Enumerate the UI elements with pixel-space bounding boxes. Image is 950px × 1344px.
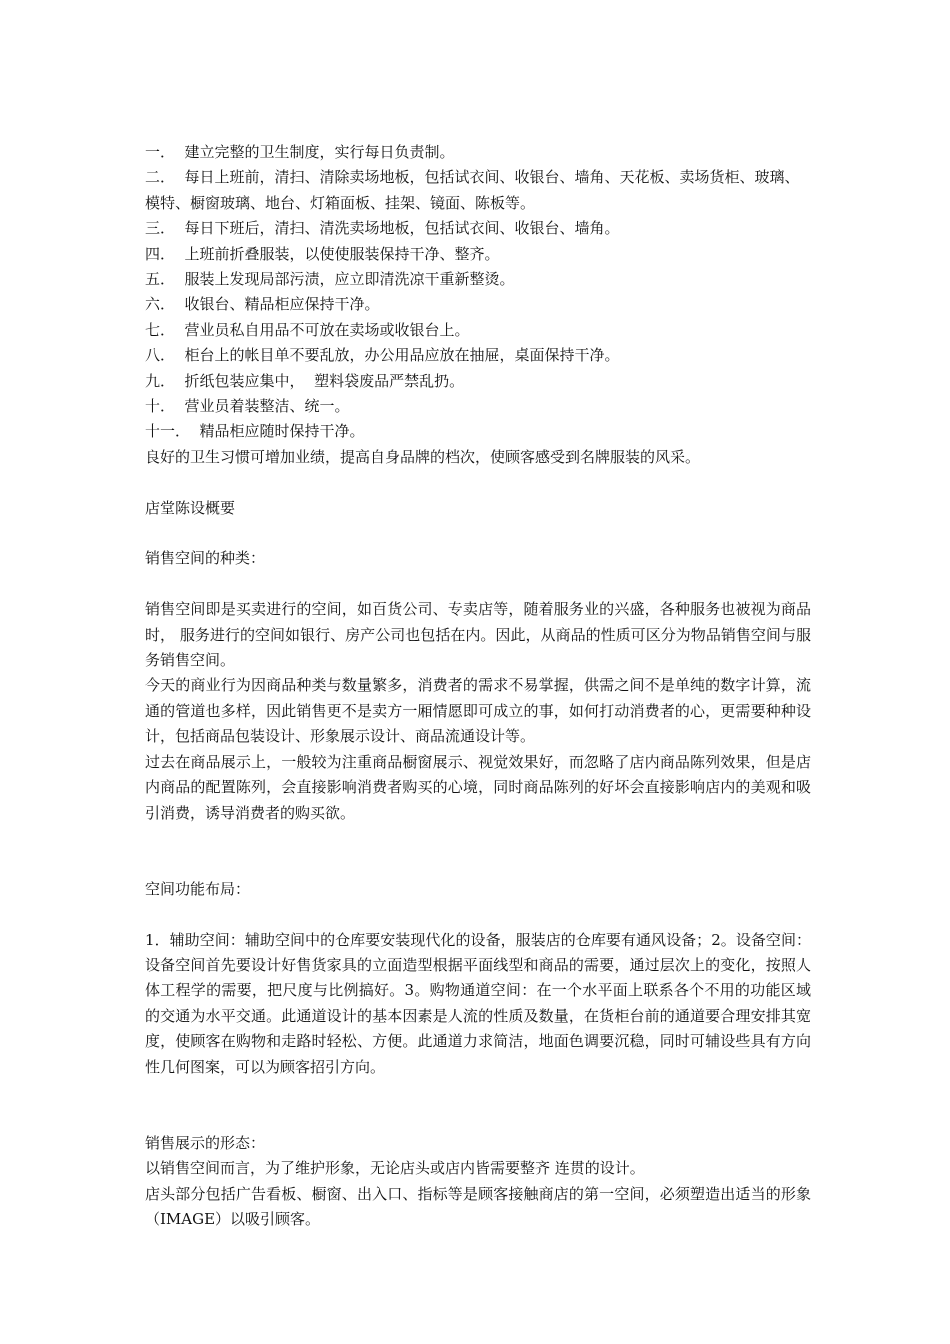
heading-display-overview: 店堂陈设概要: [145, 498, 236, 517]
heading-sales-space-types: 销售空间的种类：: [145, 549, 266, 568]
sales-space-paragraph-3: 过去在商品展示上，一般较为注重商品橱窗展示、视觉效果好，而忽略了店内商品陈列效果，但是店内商品的配置陈列，会直接影响消费者购买的心境，同时商品陈列的好坏会直接影响店内的美观和吸引消费，诱导消费者的购买欲。: [145, 752, 811, 822]
document-page: [145, 140, 811, 1232]
heading-display-forms: 销售展示的形态：: [145, 1133, 266, 1152]
rule-item-2: 二． 每日上班前，清扫、清除卖场地板，包括试衣间、收银台、墙角、天花板、卖场货柜、玻璃、模特、橱窗玻璃、地台、灯箱面板、挂架、镜面、陈板等。: [145, 168, 800, 212]
sales-space-paragraph-2: 今天的商业行为因商品种类与数量繁多，消费者的需求不易掌握，供需之间不是单纯的数字计算，流通的管道也多样，因此销售更不是卖方一厢情愿即可成立的事，如何打动消费者的心，更需要种种设计，包括商品包装设计、形象展示设计、商品流通设计等。: [145, 676, 811, 746]
space-layout-paragraph: 1．辅助空间：辅助空间中的仓库要安装现代化的设备，服装店的仓库要有通风设备；2。设备空间：设备空间首先要设计好售货家具的立面造型根据平面线型和商品的需要，通过层次上的变化，按照人体工程学的需要，把尺度与比例搞好。3。购物通道空间：在一个水平面上联系各个不用的功能区域的交通为水平交通。此通道设计的基本因素是人流的性质及数量，在货柜台前的通道要合理安排其宽度，使顾客在购物和走路时轻松、方便。此通道力求简洁，地面色调要沉稳，同时可辅设些具有方向性几何图案，可以为顾客招引方向。: [145, 930, 811, 1076]
sales-space-paragraph-1: 销售空间即是买卖进行的空间，如百货公司、专卖店等，随着服务业的兴盛，各种服务也被视为商品时， 服务进行的空间如银行、房产公司也包括在内。因此，从商品的性质可区分为物品销售空间与服务销售空间。: [145, 600, 811, 670]
heading-space-layout: 空间功能布局：: [145, 879, 251, 898]
spacer: [145, 826, 811, 877]
rule-item-11: 十一． 精品柜应随时保持干净。: [145, 422, 365, 441]
rule-item-4: 四． 上班前折叠服装，以使使服装保持干净、整齐。: [145, 244, 500, 263]
rule-item-10: 十． 营业员着装整洁、统一。: [145, 397, 350, 416]
display-forms-paragraph-2: 店头部分包括广告看板、橱窗、出入口、指标等是顾客接触商店的第一空间，必须塑造出适当的形象（IMAGE）以吸引顾客。: [145, 1184, 811, 1228]
spacer: [145, 572, 811, 597]
rule-item-7: 七． 营业员私自用品不可放在卖场或收银台上。: [145, 320, 470, 339]
rule-item-3: 三． 每日下班后，清扫、清洗卖场地板，包括试衣间、收银台、墙角。: [145, 219, 620, 238]
spacer: [145, 1080, 811, 1131]
display-forms-paragraph-1: 以销售空间而言，为了维护形象，无论店头或店内皆需要整齐 连贯的设计。: [145, 1159, 645, 1178]
rule-item-6: 六． 收银台、精品柜应保持干净。: [145, 295, 380, 314]
rule-item-5: 五． 服装上发现局部污渍，应立即清洗凉干重新整烫。: [145, 270, 515, 289]
spacer: [145, 521, 811, 546]
rule-item-1: 一． 建立完整的卫生制度，实行每日负责制。: [145, 143, 455, 161]
rule-item-8: 八． 柜台上的帐目单不要乱放，办公用品应放在抽屉，桌面保持干净。: [145, 346, 620, 365]
rules-summary: 良好的卫生习惯可增加业绩，提高自身品牌的档次，使顾客感受到名牌服装的风采。: [145, 447, 701, 466]
spacer: [145, 902, 811, 927]
rule-item-9: 九． 折纸包装应集中， 塑料袋废品严禁乱扔。: [145, 371, 465, 390]
spacer: [145, 470, 811, 495]
